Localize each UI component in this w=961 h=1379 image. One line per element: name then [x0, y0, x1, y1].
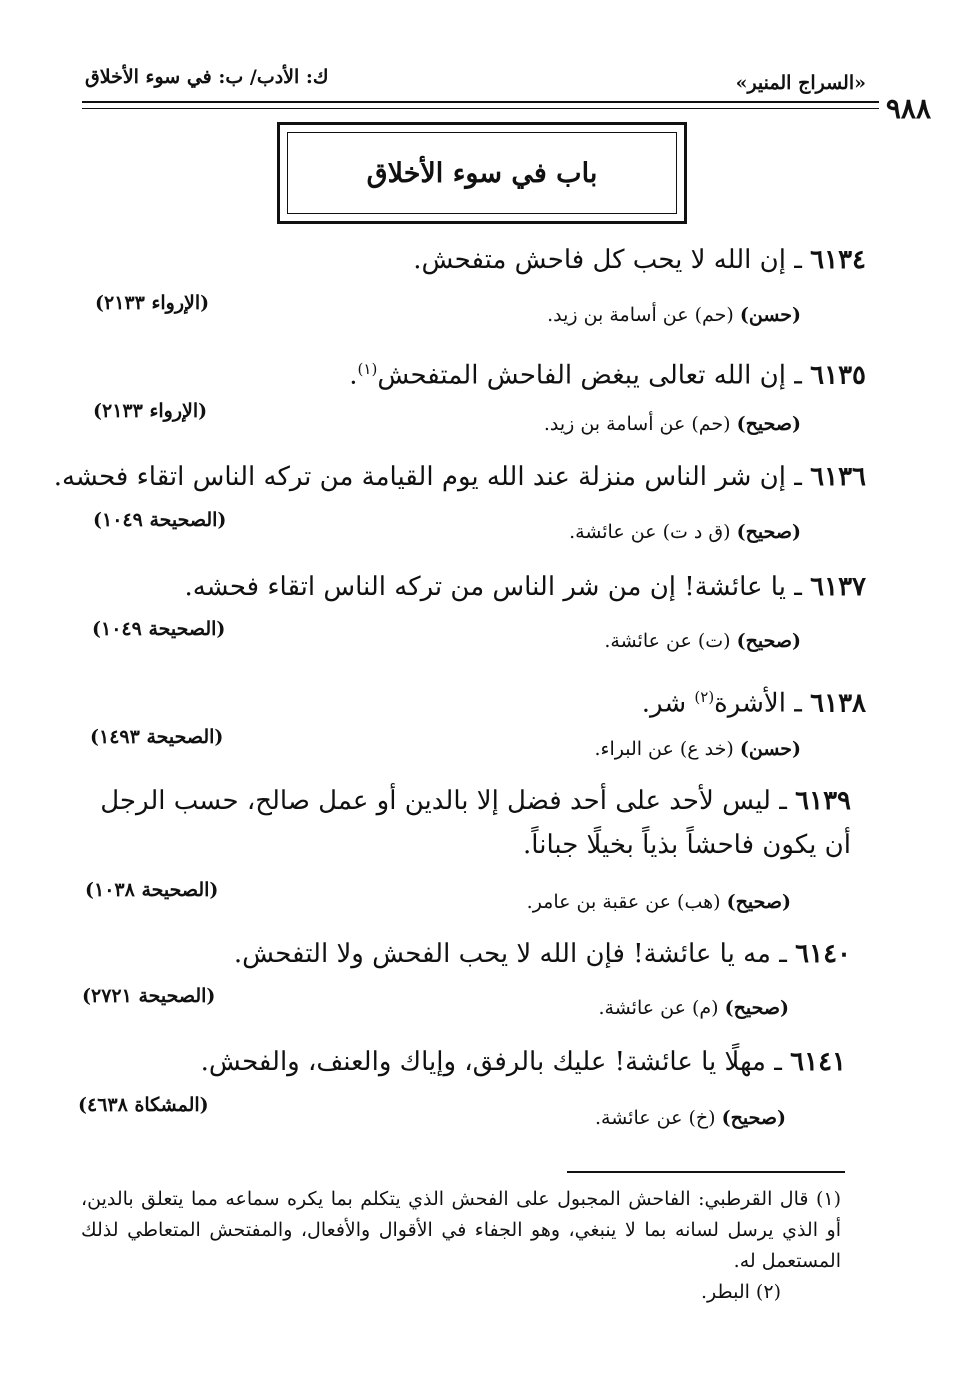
hadith-entry [184, 565, 866, 609]
reference: (الإرواء ٢١٣٣) [95, 292, 210, 314]
hadith-grading [569, 521, 801, 543]
hadith-number: ٦١٣٤ [810, 245, 866, 275]
hadith-text: ليس لأحد على أحد فضل إلا بالدين أو عمل صالح، حسب الرجل أن يكون فاحشاً بذياً بخيلًا جباناً. [100, 786, 851, 860]
hadith-text: إن شر الناس منزلة عند الله يوم القيامة من تركه الناس اتقاء فحشه. [53, 462, 786, 492]
hadith-text: يا عائشة! إن من شر الناس من تركه الناس اتقاء فحشه. [184, 572, 786, 602]
hadith-dash: ـ [770, 786, 796, 816]
hadith-dash: ـ [765, 1047, 791, 1077]
hadith-dash: ـ [785, 572, 811, 602]
grade: (حسن) [739, 304, 801, 326]
page-number: ٩٨٨ [885, 92, 931, 125]
hadith-number: ٦١٤١ [790, 1047, 846, 1077]
grade: (حسن) [739, 738, 801, 760]
chapter-title: باب في سوء الأخلاق [366, 157, 598, 189]
source: (ت) عن عائشة. [604, 630, 737, 652]
reference: (الصحيحة ١٠٣٨) [85, 879, 219, 901]
hadith-dash: ـ [785, 462, 811, 492]
hadith-entry [642, 675, 866, 726]
source: (خد ع) عن البراء. [594, 738, 740, 760]
chapter-title-inner-frame [287, 132, 677, 214]
source: (خ) عن عائشة. [595, 1107, 722, 1129]
reference: (الصحيحة ١٤٩٣) [90, 726, 224, 748]
reference: (الصحيحة ١٠٤٩) [92, 618, 226, 640]
footnote-2: (٢) البطر. [700, 1281, 781, 1303]
grade: (صحيح) [736, 630, 801, 652]
footnote-separator [567, 1171, 845, 1173]
hadith-grading [595, 1107, 786, 1129]
source: (ق د ت) عن عائشة. [569, 521, 737, 543]
hadith-entry [234, 932, 851, 976]
hadith-number: ٦١٣٦ [810, 462, 866, 492]
hadith-text-end: شر. [641, 688, 695, 719]
hadith-number: ٦١٣٩ [795, 786, 851, 816]
footnote-1: (١) قال القرطبي: الفاحش المجبول على الفحش الذي يتكلم بما يكره سماعه مما يتعلق بالدين، أو الذي يرسل لسانه بما لا ينبغي، وهو الجفاء في الأقوال والأفعال، والمفتحش المتعاطي لذلك المستعمل له. [81, 1188, 841, 1272]
source: (حم) عن أسامة بن زيد. [543, 413, 737, 435]
hadith-dash: ـ [770, 939, 796, 969]
footnotes [81, 1184, 841, 1308]
header-rule-thin [82, 108, 879, 109]
hadith-entry [413, 238, 866, 282]
grade: (صحيح) [736, 521, 801, 543]
hadith-text: إن الله لا يحب كل فاحش متفحش. [413, 245, 786, 275]
reference: (الصحيحة ٢٧٢١) [82, 985, 216, 1007]
footnote-mark: (١) [357, 360, 378, 378]
header-rule [82, 101, 879, 103]
hadith-grading [544, 413, 801, 435]
chapter-title-frame [277, 122, 687, 224]
source: (حم) عن أسامة بن زيد. [547, 304, 740, 326]
footnote-mark: (٢) [694, 688, 715, 706]
hadith-dash: ـ [785, 360, 811, 391]
hadith-text-end: . [349, 360, 358, 391]
hadith-dash: ـ [785, 688, 811, 719]
hadith-text: إن الله تعالى يبغض الفاحش المتفحش [377, 360, 786, 391]
hadith-number: ٦١٤٠ [795, 939, 851, 969]
reference: (الإرواء ٢١٣٣) [93, 400, 208, 422]
hadith-grading [527, 891, 791, 913]
hadith-entry [54, 455, 866, 499]
source: (هب) عن عقبة بن عامر. [526, 891, 727, 913]
hadith-entry [81, 779, 851, 867]
hadith-grading [594, 738, 801, 760]
hadith-text: الأشرة [714, 688, 786, 719]
running-header-book-title: «السراج المنير» [735, 72, 866, 94]
source: (م) عن عائشة. [598, 997, 725, 1019]
grade: (صحيح) [726, 891, 791, 913]
grade: (صحيح) [736, 413, 801, 435]
hadith-grading [599, 997, 790, 1019]
hadith-grading [547, 304, 801, 326]
hadith-grading [604, 630, 801, 652]
hadith-text: مه يا عائشة! فإن الله لا يحب الفحش ولا التفحش. [233, 939, 771, 969]
hadith-entry [349, 347, 866, 398]
hadith-number: ٦١٣٥ [810, 360, 866, 391]
hadith-dash: ـ [785, 245, 811, 275]
hadith-entry [201, 1040, 846, 1084]
grade: (صحيح) [724, 997, 789, 1019]
grade: (صحيح) [721, 1107, 786, 1129]
reference: (الصحيحة ١٠٤٩) [93, 509, 227, 531]
reference: (المشكاة ٤٦٣٨) [78, 1094, 209, 1116]
hadith-number: ٦١٣٨ [810, 688, 866, 719]
hadith-text: مهلًا يا عائشة! عليك بالرفق، وإياك والعنف، والفحش. [200, 1047, 766, 1077]
running-header-chapter: ك: الأدب/ ب: في سوء الأخلاق [85, 66, 329, 88]
hadith-number: ٦١٣٧ [810, 572, 866, 602]
